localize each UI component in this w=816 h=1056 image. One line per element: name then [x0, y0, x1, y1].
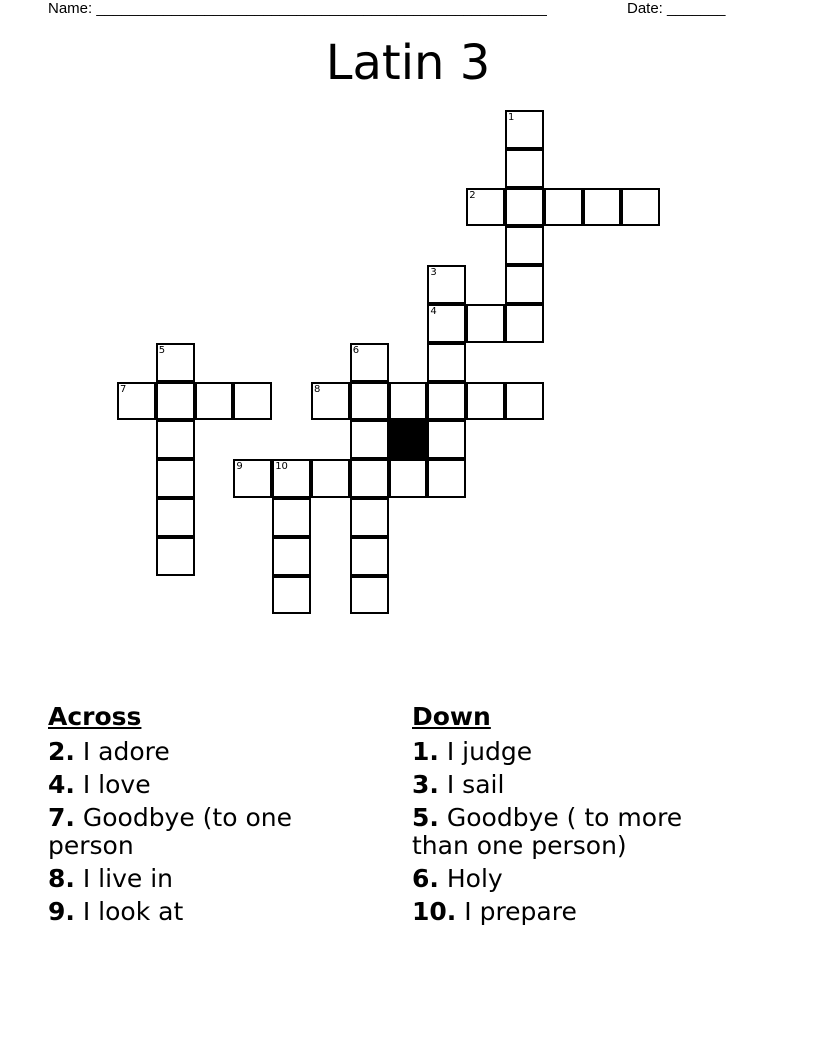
down-clue-list	[412, 738, 732, 926]
clue-text: I sail	[446, 770, 505, 799]
crossword-cell[interactable]	[466, 304, 505, 343]
crossword-cell[interactable]	[195, 382, 234, 421]
clue-number: 6.	[412, 864, 439, 893]
crossword-cell[interactable]	[272, 459, 311, 498]
crossword-cell[interactable]	[350, 420, 389, 459]
page-title: Latin 3	[325, 35, 491, 91]
crossword-cell[interactable]	[427, 382, 466, 421]
crossword-cell[interactable]	[505, 226, 544, 265]
clue-text: Goodbye (to one person	[48, 803, 293, 860]
clue-number: 8	[314, 383, 321, 395]
clue-number: 6	[352, 344, 360, 356]
crossword-cell[interactable]	[466, 382, 505, 421]
clue-number: 2	[469, 189, 476, 201]
crossword-cell[interactable]	[272, 537, 311, 576]
crossword-cell[interactable]	[156, 459, 195, 498]
crossword-cell[interactable]	[350, 576, 389, 615]
crossword-cell[interactable]	[544, 188, 583, 227]
name-field[interactable]: Name: ______________________________________________________	[48, 0, 547, 17]
crossword-cell[interactable]	[156, 382, 195, 421]
date-field[interactable]: Date: _______	[627, 0, 726, 17]
crossword-cell[interactable]	[350, 498, 389, 537]
crossword-cell[interactable]	[156, 420, 195, 459]
across-clue	[48, 738, 368, 766]
down-clue	[412, 804, 732, 860]
crossword-cell[interactable]	[505, 149, 544, 188]
crossword-cell[interactable]	[272, 498, 311, 537]
down-clue	[412, 865, 732, 893]
clue-text: I adore	[82, 737, 170, 766]
clue-number: 1.	[412, 737, 439, 766]
crossword-cell[interactable]	[505, 110, 544, 149]
across-clue	[48, 771, 368, 799]
clue-number: 9.	[48, 897, 75, 926]
crossword-cell[interactable]	[117, 382, 156, 421]
crossword-cell[interactable]	[233, 459, 272, 498]
clue-number: 3	[430, 267, 437, 279]
crossword-cell[interactable]	[621, 188, 660, 227]
clue-text: I prepare	[464, 897, 577, 926]
crossword-cell[interactable]	[505, 188, 544, 227]
across-clues	[48, 702, 368, 931]
across-clue-list	[48, 738, 368, 926]
crossword-cell[interactable]	[505, 382, 544, 421]
crossword-cell[interactable]	[427, 265, 466, 304]
clue-text: Holy	[446, 864, 503, 893]
clue-number: 2.	[48, 737, 75, 766]
down-clue	[412, 898, 732, 926]
crossword-cell[interactable]	[233, 382, 272, 421]
clue-number: 10	[275, 461, 288, 473]
across-heading: Across	[48, 702, 142, 731]
crossword-cell[interactable]	[505, 304, 544, 343]
clue-number: 4.	[48, 770, 75, 799]
clue-number: 4	[430, 306, 437, 317]
crossword-cell[interactable]	[156, 498, 195, 537]
crossword-black-cell	[389, 420, 428, 459]
down-clues	[412, 702, 732, 931]
crossword-cell[interactable]	[427, 343, 466, 382]
crossword-cell[interactable]	[427, 420, 466, 459]
clue-number: 1	[508, 112, 515, 123]
crossword-cell[interactable]	[311, 382, 350, 421]
clue-number: 5.	[412, 803, 439, 832]
clue-number: 5	[158, 344, 166, 356]
down-heading: Down	[412, 702, 491, 731]
crossword-cell[interactable]	[505, 265, 544, 304]
crossword-cell[interactable]	[350, 459, 389, 498]
clue-number: 9	[236, 461, 243, 473]
crossword-cell[interactable]	[350, 382, 389, 421]
clue-text: I look at	[82, 897, 184, 926]
clue-number: 7	[120, 383, 127, 395]
crossword-cell[interactable]	[156, 537, 195, 576]
clue-text: I love	[82, 770, 151, 799]
crossword-cell[interactable]	[583, 188, 622, 227]
crossword-cell[interactable]	[311, 459, 350, 498]
clue-number: 10.	[412, 897, 457, 926]
crossword-cell[interactable]	[272, 576, 311, 615]
clue-text: I live in	[82, 864, 173, 893]
clue-text: Goodbye ( to more than one person)	[412, 803, 683, 860]
clue-number: 3.	[412, 770, 439, 799]
clue-number: 7.	[48, 803, 75, 832]
across-clue	[48, 804, 368, 860]
clue-number: 8.	[48, 864, 75, 893]
clue-text: I judge	[446, 737, 533, 766]
crossword-cell[interactable]	[350, 343, 389, 382]
crossword-cell[interactable]	[350, 537, 389, 576]
down-clue	[412, 738, 732, 766]
crossword-cell[interactable]	[389, 382, 428, 421]
crossword-cell[interactable]	[389, 459, 428, 498]
down-clue	[412, 771, 732, 799]
crossword-cell[interactable]	[466, 188, 505, 227]
crossword-cell[interactable]	[427, 304, 466, 343]
crossword-cell[interactable]	[427, 459, 466, 498]
across-clue	[48, 865, 368, 893]
across-clue	[48, 898, 368, 926]
crossword-cell[interactable]	[156, 343, 195, 382]
